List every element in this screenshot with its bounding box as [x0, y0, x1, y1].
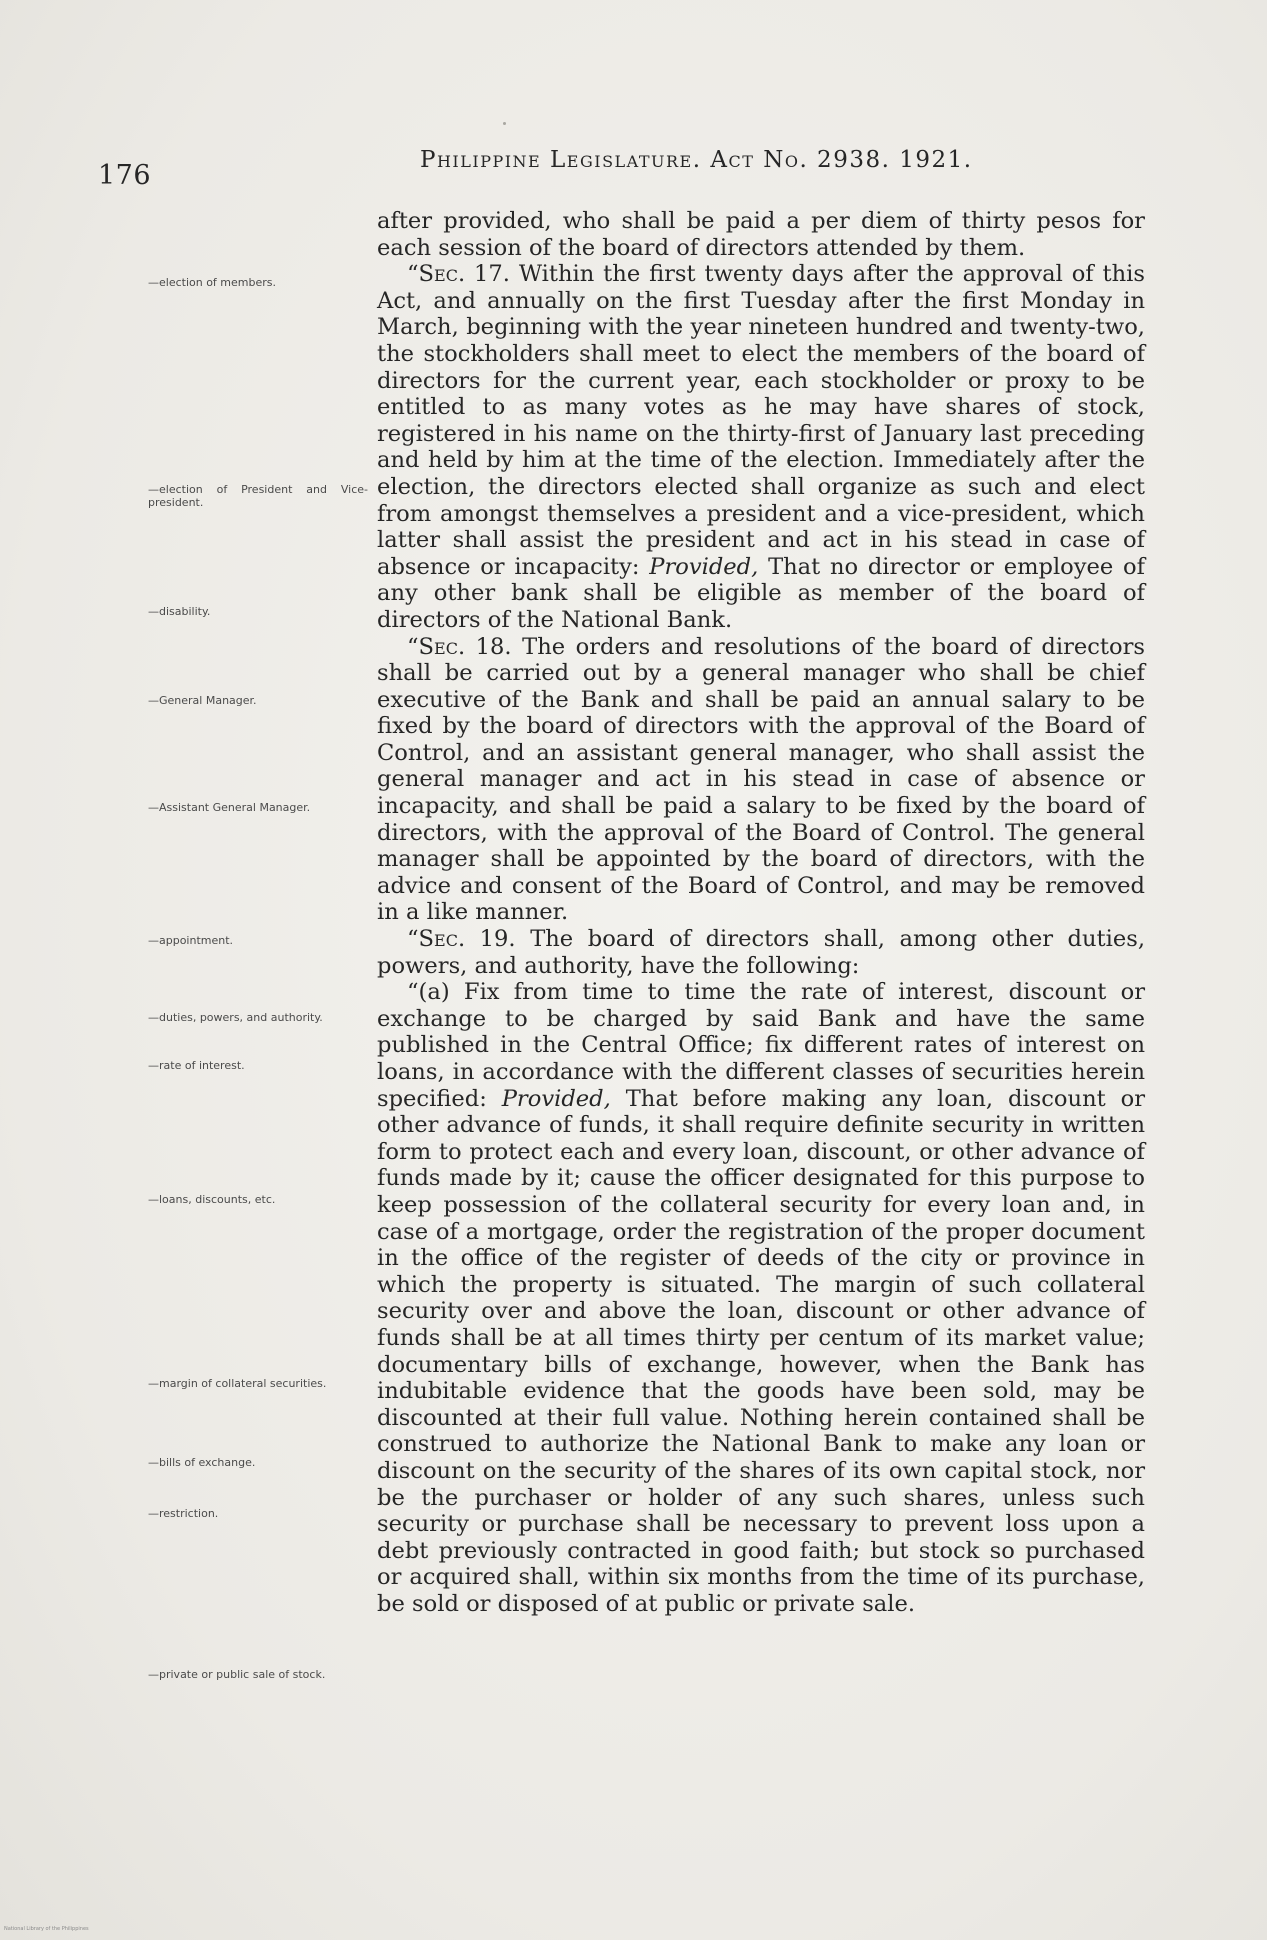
scan-source-line: National Library of the Philippines: [4, 1926, 89, 1932]
section-18-text: The orders and resolutions of the board of directors shall be carried out by a general manager who shall be chief executive of the Bank and shall be paid an annual salary to be fixed by the board of directors with the approval of the Board of Control, and an assistant general manager, who shall assist the general manager and act in his stead in case of absence or incapacity, and shall be paid a salary to be fixed by the board of directors, with the approval of the Board of Control. The general manager shall be appointed by the board of directors, with the advice and consent of the Board of Control, and may be removed in a like manner.: [377, 633, 1145, 926]
section-18: [377, 634, 1145, 927]
margin-note: —loans, discounts, etc.: [148, 1193, 276, 1206]
provided-italic: Provided,: [649, 553, 759, 580]
margin-note: —disability.: [148, 605, 211, 618]
subsection-a-text: Fix from time to time the rate of interest, discount or exchange to be charged by said Bank and have the same published in the Central Office; fix different rates of interest on loans, in accordance with the different classes of securities herein specified:: [377, 979, 1145, 1112]
section-19: [377, 926, 1145, 979]
section-19-label: “Sec. 19.: [407, 926, 516, 953]
margin-note: —election of President and Vice-president.: [148, 483, 368, 509]
margin-note: —margin of collateral securities.: [148, 1377, 327, 1390]
section-17-label: “Sec. 17.: [407, 261, 510, 288]
margin-note: —appointment.: [148, 934, 234, 947]
paper-speck: [503, 122, 506, 125]
section-18-label: “Sec. 18.: [407, 633, 512, 660]
margin-note: —election of members.: [148, 276, 277, 289]
section-19-text: The board of directors shall, among other duties, powers, and authority, have the following:: [377, 926, 1146, 979]
margin-note: —private or public sale of stock.: [148, 1668, 326, 1681]
margin-note: —General Manager.: [148, 694, 257, 707]
margin-note: —restriction.: [148, 1507, 219, 1520]
subsection-a-label: “(a): [407, 979, 450, 1006]
section-17-text: Within the first twenty days after the approval of this Act, and annually on the first Tuesday after the first Monday in March, beginning with the year nineteen hundred and twenty-two, the stockholders shall meet to elect the members of the board of directors for the current year, each stockholder or proxy to be entitled to as many votes as he may have shares of stock, registered in his name on the thirty-first of January last preceding and held by him at the time of the election. Immediately after the election, the directors elected shall organize as such and elect from amongst themselves a president and a vice-president, which latter shall assist the president and act in his stead in case of absence or incapacity:: [377, 261, 1146, 580]
subsection-a: [377, 979, 1145, 1617]
margin-note: —rate of interest.: [148, 1059, 245, 1072]
paragraph-continued: after provided, who shall be paid a per diem of thirty pesos for each session of the board of directors attended by them.: [377, 208, 1145, 261]
section-17: [377, 261, 1145, 633]
margin-note: —duties, powers, and authority.: [148, 1011, 323, 1024]
subsection-a-proviso: That before making any loan, discount or other advance of funds, it shall require definite security in written form to protect each and every loan, discount, or other advance of funds made by it; cause the officer designated for this purpose to keep possession of the collateral security for every loan and, in case of a mortgage, order the registration of the proper document in the office of the register of deeds of the city or province in which the property is situated. The margin of such collateral security over and above the loan, discount or other advance of funds shall be at all times thirty per centum of its market value; documentary bills of exchange, however, when the Bank has indubitable evidence that the goods have been sold, may be discounted at their full value. Nothing herein contained shall be construed to authorize the National Bank to make any loan or discount on the security of the shares of its own capital stock, nor be the purchaser or holder of any such shares, unless such security or purchase shall be necessary to prevent loss upon a debt previously contracted in good faith; but stock so purchased or acquired shall, within six months from the time of its purchase, be sold or disposed of at public or private sale.: [377, 1085, 1145, 1617]
section-17-proviso: That no director or employee of any other bank shall be eligible as member of the board of directors of the National Bank.: [377, 553, 1145, 633]
body-text: [377, 208, 1145, 1617]
provided-italic: Provided,: [501, 1085, 611, 1112]
margin-note: —bills of exchange.: [148, 1456, 256, 1469]
page-number: 176: [98, 160, 152, 191]
margin-note: —Assistant General Manager.: [148, 801, 311, 814]
running-head: Philippine Legislature. Act No. 2938. 1921.: [420, 147, 973, 173]
